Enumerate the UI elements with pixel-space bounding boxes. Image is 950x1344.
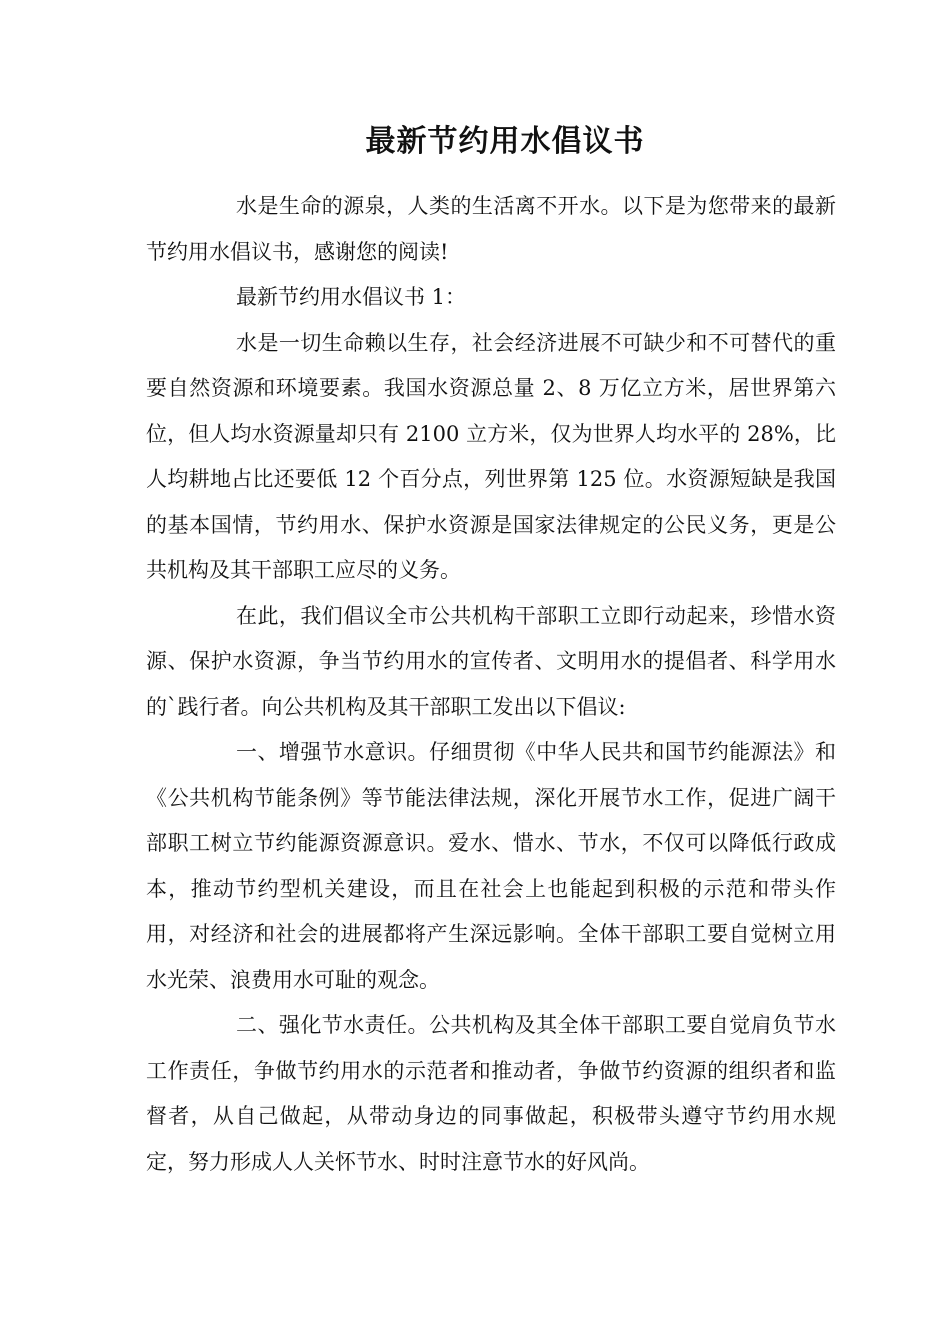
paragraph-water-resources: 水是一切生命赖以生存，社会经济进展不可缺少和不可替代的重要自然资源和环境要素。我国水资源总量 2、8 万亿立方米，居世界第六位，但人均水资源量却只有 2100 立方米，仅为世界人均水平的 28%，比人均耕地占比还要低 12 个百分点，列世界第 125 位。水资源短缺是我国的基本国情，节约用水、保护水资源是国家法律规定的公民义务，更是公共机构及其干部职工应尽的义务。	[146, 330, 836, 582]
paragraph-heading-1: 最新节约用水倡议书 1：	[236, 285, 467, 309]
paragraph-intro: 水是生命的源泉，人类的生活离不开水。以下是为您带来的最新节约用水倡议书，感谢您的阅读!	[146, 194, 836, 264]
paragraph-point-2: 二、强化节水责任。公共机构及其全体干部职工要自觉肩负节水工作责任，争做节约用水的示范者和推动者，争做节约资源的组织者和监督者，从自己做起，从带动身边的同事做起，积极带头遵守节约用水规定，努力形成人人关怀节水、时时注意节水的好风尚。	[146, 1013, 836, 1174]
document-body	[146, 184, 836, 1185]
document-title: 最新节约用水倡议书	[365, 124, 645, 159]
paragraph-proposal: 在此，我们倡议全市公共机构干部职工立即行动起来，珍惜水资源、保护水资源，争当节约用水的宣传者、文明用水的提倡者、科学用水的`践行者。向公共机构及其干部职工发出以下倡议:	[146, 603, 836, 719]
paragraph-point-1: 一、增强节水意识。仔细贯彻《中华人民共和国节约能源法》和《公共机构节能条例》等节能法律法规，深化开展节水工作，促进广阔干部职工树立节约能源资源意识。爱水、惜水、节水，不仅可以降低行政成本，推动节约型机关建设，而且在社会上也能起到积极的示范和带头作用，对经济和社会的进展都将产生深远影响。全体干部职工要自觉树立用水光荣、浪费用水可耻的观念。	[146, 740, 836, 992]
